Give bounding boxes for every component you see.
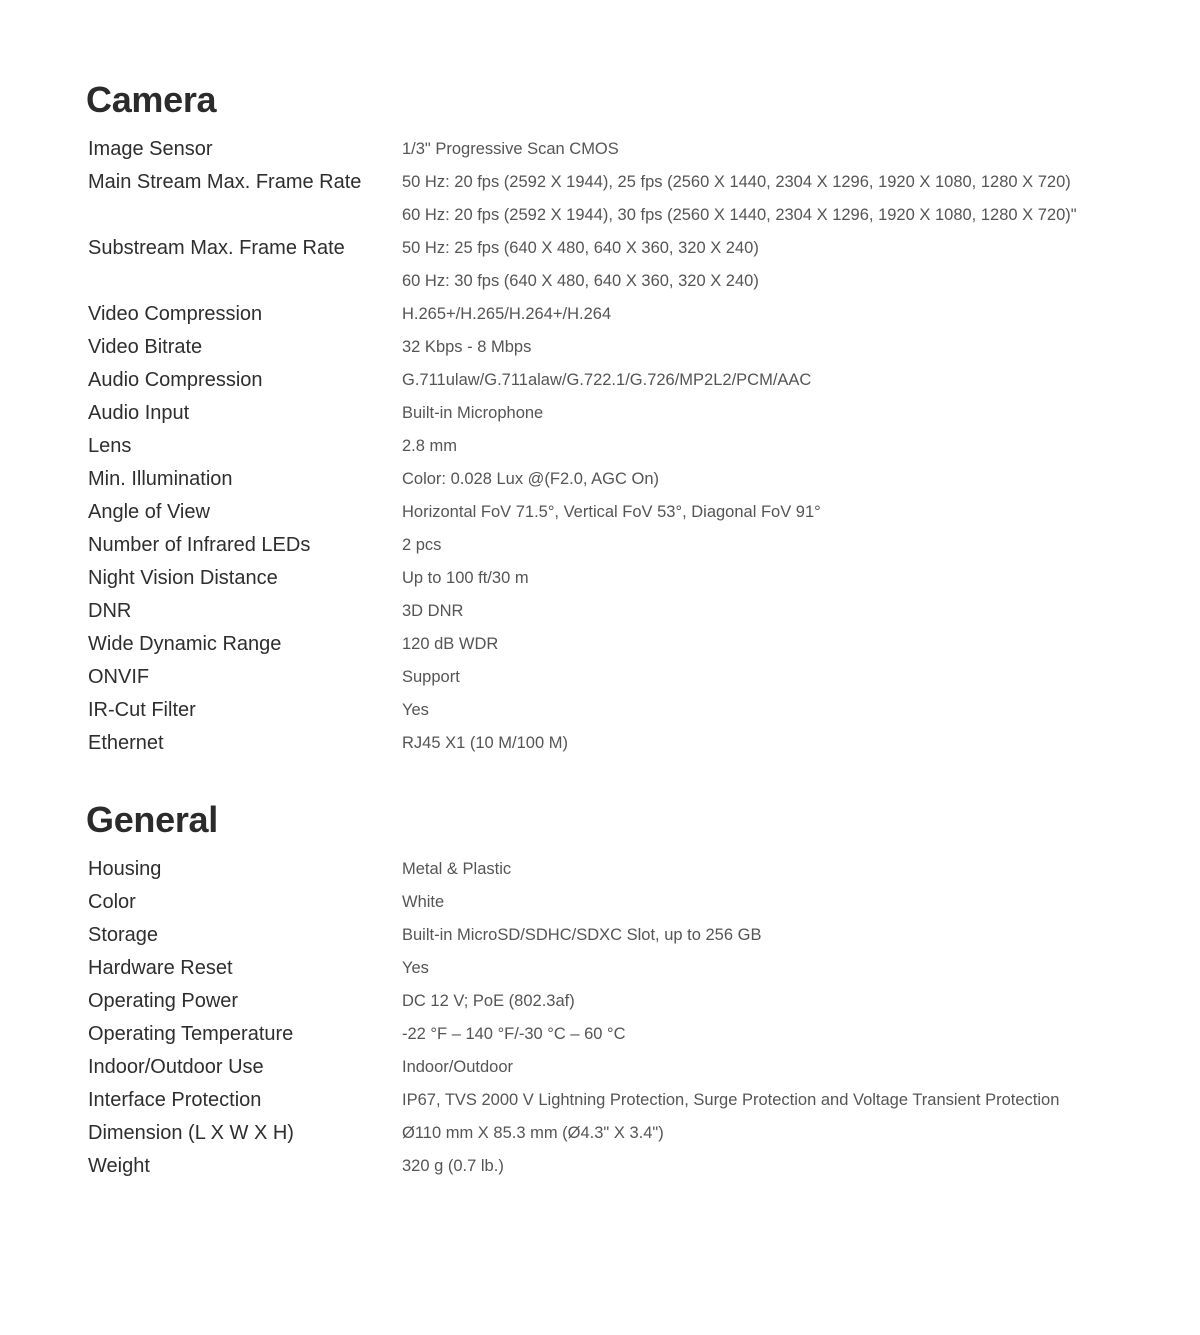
spec-label: Substream Max. Frame Rate [88,237,345,259]
spec-label: Storage [88,924,159,946]
spec-label: IR-Cut Filter [88,699,196,721]
spec-value: Metal & Plastic [402,860,512,878]
spec-label: Main Stream Max. Frame Rate [88,171,362,193]
spec-value: 2.8 mm [402,437,458,455]
spec-value: Built-in Microphone [402,404,544,422]
spec-row [86,595,1136,628]
spec-row [86,661,1136,694]
spec-value: 32 Kbps - 8 Mbps [402,338,532,356]
spec-value: 3D DNR [402,602,464,620]
spec-value: Yes [402,701,429,719]
spec-value: -22 °F – 140 °F/-30 °C – 60 °C [402,1025,626,1043]
spec-label: Video Bitrate [88,336,203,358]
spec-value: IP67, TVS 2000 V Lightning Protection, Surge Protection and Voltage Transient Protection [402,1091,1060,1109]
spec-row [86,331,1136,364]
spec-label: Video Compression [88,303,263,325]
spec-row [86,298,1136,331]
spec-label: Indoor/Outdoor Use [88,1056,264,1078]
spec-row [86,430,1136,463]
spec-value: DC 12 V; PoE (802.3af) [402,992,575,1010]
spec-label: Number of Infrared LEDs [88,534,311,556]
spec-row [86,919,1136,952]
spec-list [86,133,1136,760]
spec-label: Housing [88,858,162,880]
camera-section [86,78,1136,760]
spec-label: Weight [88,1155,150,1177]
spec-value: 50 Hz: 25 fps (640 X 480, 640 X 360, 320 X 240) [402,239,759,257]
spec-value: White [402,893,445,911]
spec-row [86,886,1136,919]
spec-row [86,1018,1136,1051]
spec-label: Dimension (L X W X H) [88,1122,294,1144]
spec-row [86,397,1136,430]
spec-value: 1/3" Progressive Scan CMOS [402,140,619,158]
spec-list [86,853,1136,1183]
spec-label: Interface Protection [88,1089,262,1111]
spec-label: Audio Input [88,402,190,424]
spec-row [86,562,1136,595]
spec-value: Built-in MicroSD/SDHC/SDXC Slot, up to 256 GB [402,926,762,944]
spec-label: Image Sensor [88,138,213,160]
spec-row [86,1084,1136,1117]
spec-label: Color [88,891,136,913]
spec-value: Horizontal FoV 71.5°, Vertical FoV 53°, Diagonal FoV 91° [402,503,821,521]
spec-value: 60 Hz: 30 fps (640 X 480, 640 X 360, 320 X 240) [402,272,759,290]
general-section [86,798,1136,1183]
spec-label: Night Vision Distance [88,567,278,589]
spec-value: 60 Hz: 20 fps (2592 X 1944), 30 fps (2560 X 1440, 2304 X 1296, 1920 X 1080, 1280 X 720)" [402,206,1077,224]
spec-row [86,166,1136,199]
spec-row [86,232,1136,265]
spec-value: Ø110 mm X 85.3 mm (Ø4.3" X 3.4") [402,1124,664,1142]
section-title-camera: Camera [86,79,217,120]
spec-value: Support [402,668,460,686]
spec-value: 50 Hz: 20 fps (2592 X 1944), 25 fps (2560 X 1440, 2304 X 1296, 1920 X 1080, 1280 X 720) [402,173,1071,191]
spec-row [86,463,1136,496]
spec-row [86,952,1136,985]
spec-value: G.711ulaw/G.711alaw/G.722.1/G.726/MP2L2/PCM/AAC [402,371,812,389]
spec-value: H.265+/H.265/H.264+/H.264 [402,305,612,323]
spec-row [86,727,1136,760]
spec-label: Audio Compression [88,369,263,391]
spec-value: Indoor/Outdoor [402,1058,513,1076]
spec-row [86,496,1136,529]
spec-value: 2 pcs [402,536,442,554]
spec-value: Yes [402,959,429,977]
spec-label: ONVIF [88,666,150,688]
spec-value: RJ45 X1 (10 M/100 M) [402,734,568,752]
spec-value: 320 g (0.7 lb.) [402,1157,504,1175]
spec-row [86,133,1136,166]
section-title-general: General [86,799,218,840]
spec-label: Lens [88,435,132,457]
spec-label: Operating Power [88,990,239,1012]
spec-row [86,265,1136,298]
spec-label: Operating Temperature [88,1023,294,1045]
spec-row [86,199,1136,232]
spec-value: Color: 0.028 Lux @(F2.0, AGC On) [402,470,660,488]
spec-row [86,1051,1136,1084]
spec-label: Ethernet [88,732,164,754]
spec-label: Min. Illumination [88,468,233,490]
spec-row [86,1150,1136,1183]
spec-row [86,694,1136,727]
spec-value: 120 dB WDR [402,635,499,653]
spec-row [86,985,1136,1018]
spec-row [86,853,1136,886]
spec-label [86,199,402,232]
spec-label: Hardware Reset [88,957,233,979]
spec-label [86,265,402,298]
spec-label: Angle of View [88,501,210,523]
spec-label: DNR [88,600,132,622]
spec-label: Wide Dynamic Range [88,633,282,655]
spec-row [86,529,1136,562]
spec-row [86,364,1136,397]
spec-value: Up to 100 ft/30 m [402,569,529,587]
spec-row [86,1117,1136,1150]
spec-row [86,628,1136,661]
